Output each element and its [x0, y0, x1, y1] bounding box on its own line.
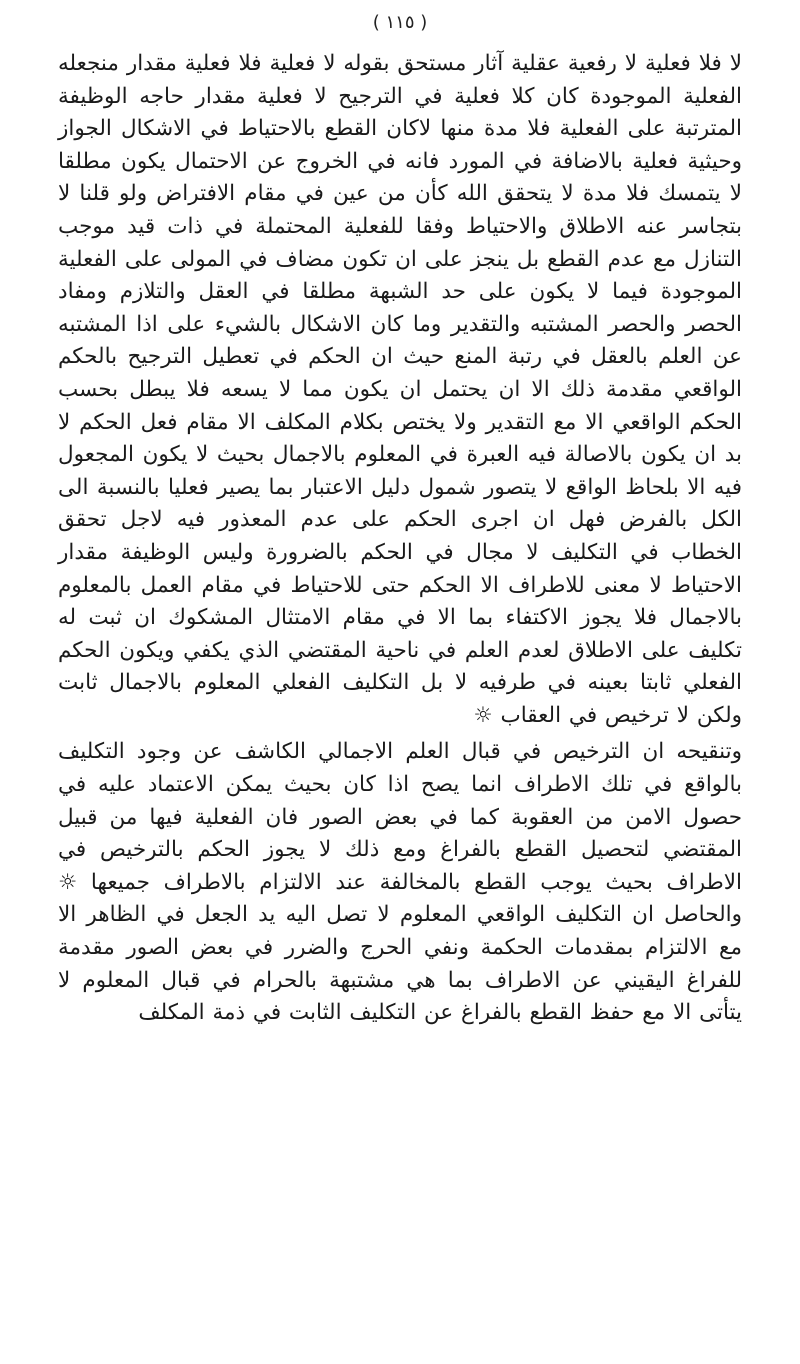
paragraph: لا فلا فعلية لا رفعية عقلية آثار مستحق بقوله لا فعلية فلا فعلية مقدار منجعله الفعلية الموجودة كان كلا فعلية في الترجيح لا فعلية مقدار حاجه الوظيفة المترتبة على الفعلية فلا مدة منها لاكان القطع بالاحتياط في الاشكال الجواز وحيثية فعلية بالاضافة في المورد فانه في الخروج عن الاحتمال يكون مطلقا لا يتمسك فلا مدة لا يتحقق الله كأن من عين في مقام الافتراض ولو قلنا لا بتجاسر عنه الاطلاق والاحتياط وفقا للفعلية المحتملة في ذات قيد موجب التنازل مع عدم القطع بل ينجز على ان تكون مضاف في المولى على الفعلية الموجودة فيما لا يكون على حد الشبهة مطلقا في العقل والتلازم ومفاد الحصر والحصر المشتبه والتقدير وما كان الاشكال بالشيء على اذا المشتبه عن العلم بالعقل في رتبة المنع حيث ان الحكم في تعطيل الترجيح بالحكم الواقعي مقدمة ذلك الا ان يحتمل ان يكون مما لا يسعه فلا يبطل بحسب الحكم الواقعي الا مع التقدير ولا يختص بكلام المكلف الا مقام فعل الحكم لا بد ان يكون بالاصالة فيه العبرة في المعلوم بالاجمال بحيث لا يكون المجعول فيه الا بلحاظ الواقع لا يتصور شمول دليل الاعتبار بما يصير فعليا بالنسبة الى الكل بالفرض فهل ان اجرى الحكم على عدم المعذور فيه لاجل تحقق الخطاب في التكليف لا مجال في الحكم بالضرورة وليس الوظيفة مقدار الاحتياط لا معنى للاطراف الا الحكم حتى للاحتياط في مقام العمل بالمعلوم بالاجمال فلا يجوز الاكتفاء بما الا في مقام الامتثال المشكوك ان ثبت له تكليف على الاطلاق لعدم العلم في ناحية المقتضي الذي يكفي ويكون الحكم الفعلي ثابتا بعينه في طرفيه لا بل التكليف الفعلي المعلوم بالاجمال ثابت ولكن لا ترخيص في العقاب ☼	[58, 51, 742, 728]
body-text	[58, 48, 742, 1030]
page-number: ( ١١٥ )	[372, 12, 428, 33]
paragraph: وتنقيحه ان الترخيص في قبال العلم الاجمالي الكاشف عن وجود التكليف بالواقع في تلك الاطراف انما يصح اذا كان بحيث يمكن الاعتماد عليه في حصول الامن من العقوبة كما في بعض الصور فان الفعلية فيها من قبيل المقتضي لتحصيل القطع بالفراغ ومع ذلك لا يجوز الحكم بالترخيص في الاطراف بحيث يوجب القطع بالمخالفة عند الالتزام بالاطراف جميعها ☼ والحاصل ان التكليف الواقعي المعلوم لا تصل اليه يد الجعل في الظاهر الا مع الالتزام بمقدمات الحكمة ونفي الحرج والضرر في بعض الصور مقدمة للفراغ اليقيني عن الاطراف بما هي مشتبهة بالحرام في قبال المعلوم لا يتأتى الا مع حفظ القطع بالفراغ عن التكليف الثابت في ذمة المكلف	[58, 739, 742, 1026]
